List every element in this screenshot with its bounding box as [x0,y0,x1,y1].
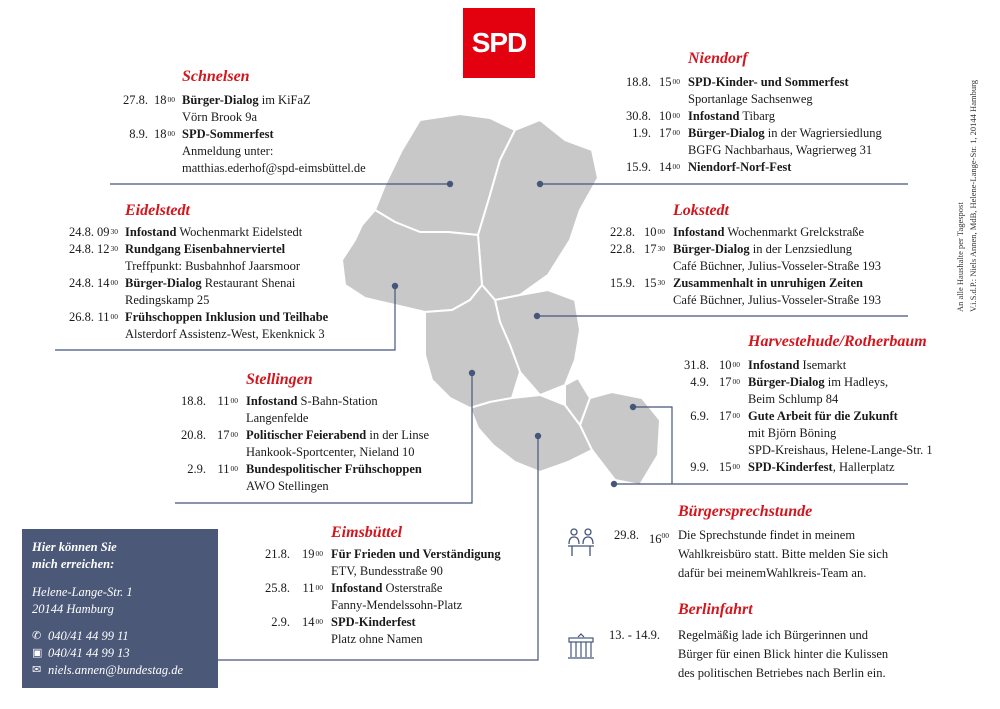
event-detail-row [0,391,1000,408]
event-title: Bundespolitischer Frühschoppen [246,462,422,476]
event-date: 15.9. [610,276,635,290]
buergersprechstunde-line: dafür bei meinemWahlkreis-Team an. [678,566,867,580]
event-date: 4.9. [690,375,709,389]
meeting-icon [566,526,596,560]
event-detail: SPD-Kreishaus, Helene-Lange-Str. 1 [748,443,933,457]
event-time: $17^{00}$ [719,409,740,423]
brandenburg-gate-icon [566,633,596,661]
event-title: SPD-Kinderfest [331,615,416,629]
contact-city: 20144 Hamburg [32,602,114,616]
event-detail-row [0,425,1000,442]
niendorf-events [0,74,1000,176]
event-detail-row [0,478,470,495]
event-date: 22.8. [610,242,635,256]
event-date: 6.9. [690,409,709,423]
event-title: Infostand S-Bahn-Station [246,394,378,408]
contact-phone[interactable]: 040/41 44 99 11 [48,629,129,643]
contact-street: Helene-Lange-Str. 1 [32,585,133,599]
event-detail: Hankook-Sportcenter, Nieland 10 [246,445,415,459]
buergersprechstunde-line: Die Sprechstunde findet in meinem [678,528,856,542]
event-detail: Vörn Brook 9a [182,110,257,124]
event-title: Infostand Isemarkt [748,358,847,372]
imprint-side-text [954,42,982,312]
event-time: $11^{00}$ [97,310,118,324]
event-date: 1.9. [632,126,651,140]
event-row [0,459,1000,476]
district-title-eidelstedt: Eidelstedt [125,202,190,219]
imprint-line: An alle Haushalte per Tagespost [955,202,965,312]
event-detail: Treffpunkt: Busbahnhof Jaarsmoor [125,259,300,273]
phone-icon: ✆ [32,630,42,642]
event-date: 24.8. [69,242,94,256]
event-title: Bürger-Dialog im Hadleys, [748,375,889,389]
event-title: Zusammenhalt in unruhigen Zeiten [673,276,863,290]
event-time: $18^{00}$ [154,127,175,141]
event-time: $10^{00}$ [659,109,680,123]
event-detail-row [0,326,400,343]
event-title: Infostand Wochenmarkt Eidelstedt [125,225,303,239]
buergersprechstunde-text [678,526,888,583]
event-row [0,159,1000,176]
event-time: $14^{00}$ [302,615,323,629]
event-title: Gute Arbeit für die Zukunft [748,409,898,423]
event-time: $17^{00}$ [217,428,238,442]
contact-email-row[interactable] [32,662,208,679]
event-time: $17^{00}$ [719,375,740,389]
event-row [0,357,1000,374]
event-title: Niendorf-Norf-Fest [688,160,792,174]
event-title: Politischer Feierabend in der Linse [246,428,430,442]
imprint-line: V.i.S.d.P.: Niels Annen, MdB, Helene-Lange-Str. 1, 20144 Hamburg [968,79,978,312]
event-date: 21.8. [265,547,290,561]
district-title-eimsbuettel: Eimsbüttel [331,524,403,541]
event-date: 27.8. [123,93,148,107]
buergersprechstunde-date: 29.8. [614,528,639,542]
contact-phone-row[interactable] [32,628,208,645]
event-date: 25.8. [265,581,290,595]
lokstedt-events [0,224,1000,309]
event-row [0,241,1000,258]
event-detail: Platz ohne Namen [331,632,423,646]
event-date: 24.8. [69,225,94,239]
berlinfahrt-title: Berlinfahrt [678,601,753,618]
buergersprechstunde-time: $16^{00}$ [649,531,669,547]
event-row [0,275,1000,292]
event-date: 2.9. [187,462,206,476]
event-title: Infostand Wochenmarkt Grelckstraße [673,225,865,239]
event-detail: Alsterdorf Assistenz-West, Ekenknick 3 [125,327,325,341]
envelope-icon: ✉ [32,664,42,676]
event-time: $11^{00}$ [302,581,323,595]
event-detail: ETV, Bundesstraße 90 [331,564,443,578]
contact-heading-1: Hier können Sie [32,540,117,554]
berlinfahrt-text [678,626,888,683]
event-date: 31.8. [684,358,709,372]
buergersprechstunde-title: Bürgersprechstunde [678,503,813,520]
event-date: 22.8. [610,225,635,239]
event-detail-row [0,91,1000,108]
event-time: $12^{30}$ [97,242,118,256]
contact-fax[interactable]: 040/41 44 99 13 [48,646,130,660]
district-title-lokstedt: Lokstedt [673,202,729,219]
event-detail: AWO Stellingen [246,479,329,493]
event-detail: Café Büchner, Julius-Vosseler-Straße 193 [673,259,882,273]
spd-logo: SPD [463,8,535,78]
event-time: $11^{00}$ [217,462,238,476]
event-detail-row [0,258,1000,275]
event-time: $14^{00}$ [659,160,680,174]
harvestehude-events [0,357,1000,476]
event-row [0,108,1000,125]
berlinfahrt-line: Bürger für einen Blick hinter die Kulissen [678,647,889,661]
event-date: 8.9. [129,127,148,141]
event-detail-row [0,142,1000,159]
event-detail: Café Büchner, Julius-Vosseler-Straße 193 [673,293,882,307]
district-title-schnelsen: Schnelsen [182,68,250,85]
berlinfahrt-line: des politischen Betriebes nach Berlin ein. [678,666,886,680]
event-date: 9.9. [690,460,709,474]
event-time: $10^{00}$ [644,225,665,239]
event-row [0,74,1000,91]
event-date: 30.8. [626,109,651,123]
event-detail: Redingskamp 25 [125,293,210,307]
event-date: 2.9. [271,615,290,629]
event-time: $17^{00}$ [659,126,680,140]
event-detail: Langenfelde [246,411,309,425]
event-detail: Beim Schlump 84 [748,392,839,406]
event-detail: mit Björn Böning [748,426,837,440]
event-time: $15^{30}$ [644,276,665,290]
event-time: $19^{00}$ [302,547,323,561]
event-title: Infostand Tibarg [688,109,775,123]
event-time: $14^{00}$ [97,276,118,290]
event-date: 18.8. [181,394,206,408]
event-title: Rundgang Eisenbahnerviertel [125,242,286,256]
event-detail: BGFG Nachbarhaus, Wagrierweg 31 [688,143,873,157]
event-time: $15^{00}$ [659,75,680,89]
district-title-harvestehude: Harvestehude/Rotherbaum [748,333,927,350]
contact-email[interactable]: niels.annen@bundestag.de [48,663,184,677]
event-title: Für Frieden und Verständigung [331,547,501,561]
event-row [0,309,400,326]
event-title: Bürger-Dialog in der Lenzsiedlung [673,242,853,256]
event-time: $11^{00}$ [217,394,238,408]
event-row [0,374,1000,391]
event-date: 15.9. [626,160,651,174]
event-title: SPD-Kinder- und Sommerfest [688,75,849,89]
event-date: 26.8. [69,310,94,324]
contact-heading-2: mich erreichen: [32,557,115,571]
event-date: 18.8. [626,75,651,89]
event-time: $18^{00}$ [154,93,175,107]
event-time: $10^{00}$ [719,358,740,372]
event-title: SPD-Sommerfest [182,127,274,141]
contact-fax-row[interactable] [32,645,208,662]
event-detail: Anmeldung unter: [182,144,274,158]
event-time: $09^{30}$ [97,225,118,239]
event-time: $17^{30}$ [644,242,665,256]
event-date: 20.8. [181,428,206,442]
event-detail-row [0,442,1000,459]
event-title: Bürger-Dialog Restaurant Shenai [125,276,296,290]
event-row [0,408,1000,425]
event-date: 24.8. [69,276,94,290]
event-title: Bürger-Dialog in der Wagriersiedlung [688,126,882,140]
event-row [0,224,1000,241]
fax-icon: ▣ [32,647,43,659]
event-detail-row [0,292,1000,309]
district-title-niendorf: Niendorf [688,50,748,67]
contact-box [22,529,218,688]
event-detail: Sportanlage Sachsenweg [688,92,813,106]
event-detail: Fanny-Mendelssohn-Platz [331,598,463,612]
event-title: SPD-Kinderfest, Hallerplatz [748,460,895,474]
event-title: Bürger-Dialog im KiFaZ [182,93,311,107]
berlinfahrt-date: 13. - 14.9. [609,628,661,642]
district-title-stellingen: Stellingen [246,371,313,388]
buergersprechstunde-line: Wahlkreisbüro statt. Bitte melden Sie sich [678,547,889,561]
event-title: Infostand Osterstraße [331,581,443,595]
event-detail: matthias.ederhof@spd-eimsbüttel.de [182,161,366,175]
berlinfahrt-line: Regelmäßig lade ich Bürgerinnen und [678,628,868,642]
event-row [0,125,1000,142]
event-time: $15^{00}$ [719,460,740,474]
event-title: Frühschoppen Inklusion und Teilhabe [125,310,329,324]
